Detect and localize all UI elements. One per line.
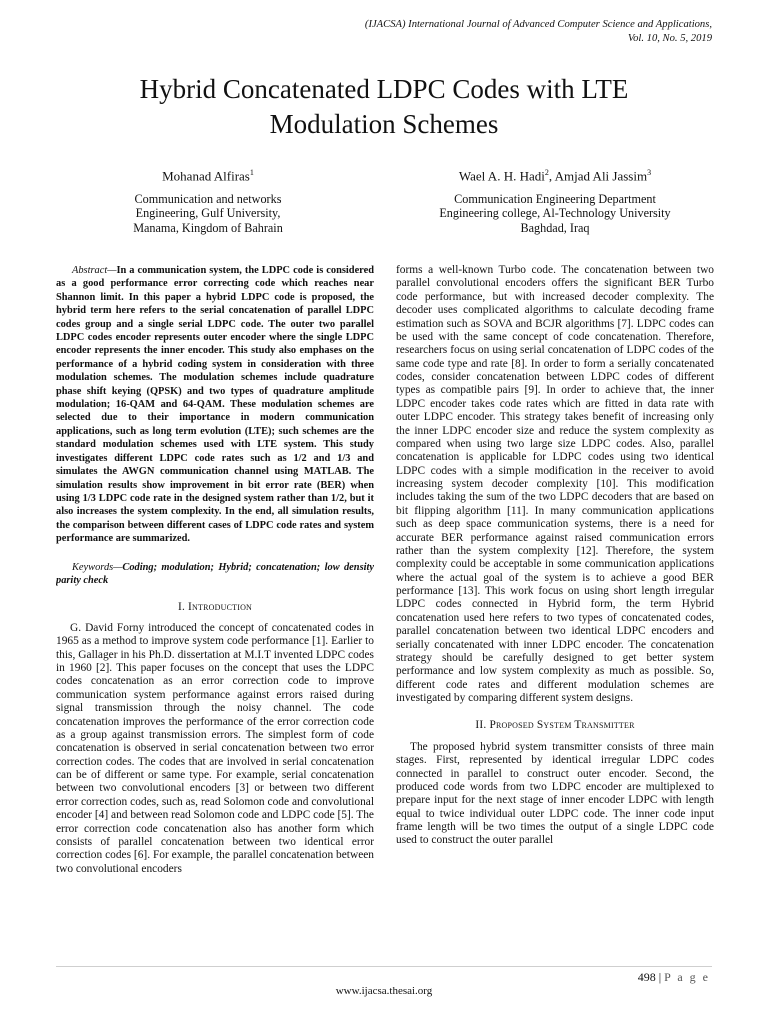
affiliation-line: Baghdad, Iraq	[520, 220, 590, 235]
affiliation-line: Communication Engineering Department	[454, 191, 656, 206]
footer-divider	[56, 966, 712, 967]
affiliation-line: Communication and networks	[134, 191, 282, 206]
journal-volume: Vol. 10, No. 5, 2019	[627, 32, 712, 44]
author-name-text: Mohanad Alfiras	[162, 168, 250, 184]
title-line-2: Modulation Schemes	[269, 109, 499, 139]
author-name-text: Wael A. H. Hadi	[458, 168, 545, 184]
affiliation-line: Manama, Kingdom of Bahrain	[133, 220, 283, 235]
journal-name: (IJACSA) International Journal of Advanced Computer Science and Applications,	[364, 19, 712, 30]
title-line-1: Hybrid Concatenated LDPC Codes with LTE	[139, 74, 629, 104]
keywords-label: Keywords—	[72, 561, 123, 573]
author-block-left	[100, 166, 316, 235]
author-sup: 1	[249, 168, 254, 177]
author-block-right	[420, 166, 690, 235]
keywords-text: Coding; modulation; Hybrid; concatenation; low density parity check	[56, 561, 374, 586]
abstract-text: In a communication system, the LDPC code is considered as a good performance error correcting code which reaches near Shannon limit. In this paper a hybrid LDPC code is proposed, the hybrid term here refers to the serial concatenation of parallel LDPC codes group and a single serial LDPC code. The outer two parallel LDPC codes encoder represents outer encoder where the single LDPC encoder represents the inner encoder. This study also emphases on the performance of a hybrid coding system in consideration with three modulation schemes. The modulation schemes include quadrature phase shift keying (QPSK) and two types of quadrature amplitude modulation; 16-QAM and 64-QAM. These modulation schemes are selected due to their importance in modern communication applications, such as long term evolution (LTE); such schemes are the standard modulation schemes used with LTE system. This study investigates different LDPC code rates such as 1/2 and 1/3 and simulates the AWGN communication channel using MATLAB. The simulation results show improvement in bit error rate (BER) when using 1/3 LDPC code rate in the designed system rather than 1/2, but it also increases the system complexity. In the end, all simulation results, the comparison between different cases of LDPC code rates and system performance are summarized.	[56, 265, 374, 545]
page-separator: |	[658, 970, 662, 984]
paper-title	[40, 72, 728, 142]
right-column	[396, 264, 714, 954]
keywords	[56, 561, 374, 587]
abstract	[56, 264, 374, 546]
left-column	[56, 264, 374, 954]
journal-header	[292, 18, 712, 45]
footer-url[interactable]: www.ijacsa.thesai.org	[335, 985, 433, 997]
author-sup: 3	[647, 168, 652, 177]
author-name-left	[100, 166, 316, 184]
transmitter-paragraph: The proposed hybrid system transmitter consists of three main stages. First, represented by identical irregular LDPC codes connected in parallel to construct outer encoder. Second, the produced code words from two LDPC encoder are multiplexed to prepare input for the next stage of inner encoder LDPC with length equal to twice individual outer LDPC code. The inner code input frame length will be two times the output of a single LDPC code used to construct the outer parallel	[396, 740, 714, 847]
affiliation-line: Engineering college, Al-Technology University	[439, 206, 671, 221]
section-heading-introduction: I. Introduction	[177, 600, 253, 613]
page-number-value: 498	[637, 970, 656, 984]
intro-paragraph-continued: forms a well-known Turbo code. The concatenation between two parallel convolutional encoders offers the significant BER Turbo code performance, but with increased decoder complexity. The decoder uses complicated algorithms to calculate decoding frame estimation such as SOVA and BCJR algorithms [7]. LDPC codes can be used with the same concept of code concatenation. Therefore, researchers focus on using serial concatenation of LDPC codes of the same code type and rate [8]. In order to form a serially concatenated codes, consider concatenation between LDPC codes of different types as compatible pairs [9]. In order to achieve that, the inner LDPC encoder takes code rates which are fitted in data rate with outer LDPC encoder. This strategy takes benefit of increasing only the inner LDPC encoder size and reduce the system complexity as compared when using two large size LDPC codes. Also, parallel concatenation is applicable for LDPC codes using two identical LDPC codes with a simple modification in the receiver to avoid increasing system decoder complexity [10]. This modification includes taking the sum of the two LDPC decoders that are based on bit flipping algorithm [11]. In many communication applications such as deep space communication systems, there is a need for accurate BER performance against raised communication errors rather than the system complexity [12]. Therefore, the system complexity could be acceptable in some communication applications where the actual goal of the system is to achieve a good BER performance [13]. This work focus on using short length irregular LDPC codes connected in Hybrid form, the term Hybrid concatenation used here refers to two types of concatenated codes, parallel concatenation between two identical LDPC encoders and serially concatenated with inner LDPC encoder. The concatenation strategy should be carefully designed to get better system performance and low system complexity as much as possible. So, different code rates and different modulation schemes are investigated by comparing different system designs.	[396, 264, 714, 704]
author-name-right	[420, 166, 690, 184]
intro-paragraph: G. David Forny introduced the concept of concatenated codes in 1965 as a method to improve system code performance [1]. Earlier to this, Gallager in his Ph.D. dissertation at M.I.T invented LDPC codes in 1960 [2]. This paper focuses on the concept that uses the LDPC codes concatenation as an error correction code to improve communication system performance against errors raised during signal transmission through the noisy channel. The code concatenation improves the performance of the error correction code as a group against transmission errors. The simplest form of code concatenation is observed in serial concatenation between two error correction codes. The codes that are involved in serial concatenation can be of different or same type. For example, serial concatenation between two convolutional encoders [3] or between two different error correction codes, such as, read Solomon code and convolutional encoder [4] and between read Solomon code and LDPC code [5]. The error correction code concatenation also has another form which consists of parallel concatenation between two identical error correction codes [6]. For example, the parallel concatenation between two convolutional encoders	[56, 621, 374, 875]
abstract-label: Abstract—	[72, 265, 117, 276]
page-label: P a g e	[664, 970, 710, 984]
author-name-text: , Amjad Ali Jassim	[548, 168, 648, 184]
section-heading-transmitter: II. Proposed System Transmitter	[475, 719, 635, 732]
author-sup: 2	[544, 168, 549, 177]
page-number	[638, 970, 710, 985]
affiliation-line: Engineering, Gulf University,	[135, 206, 281, 221]
